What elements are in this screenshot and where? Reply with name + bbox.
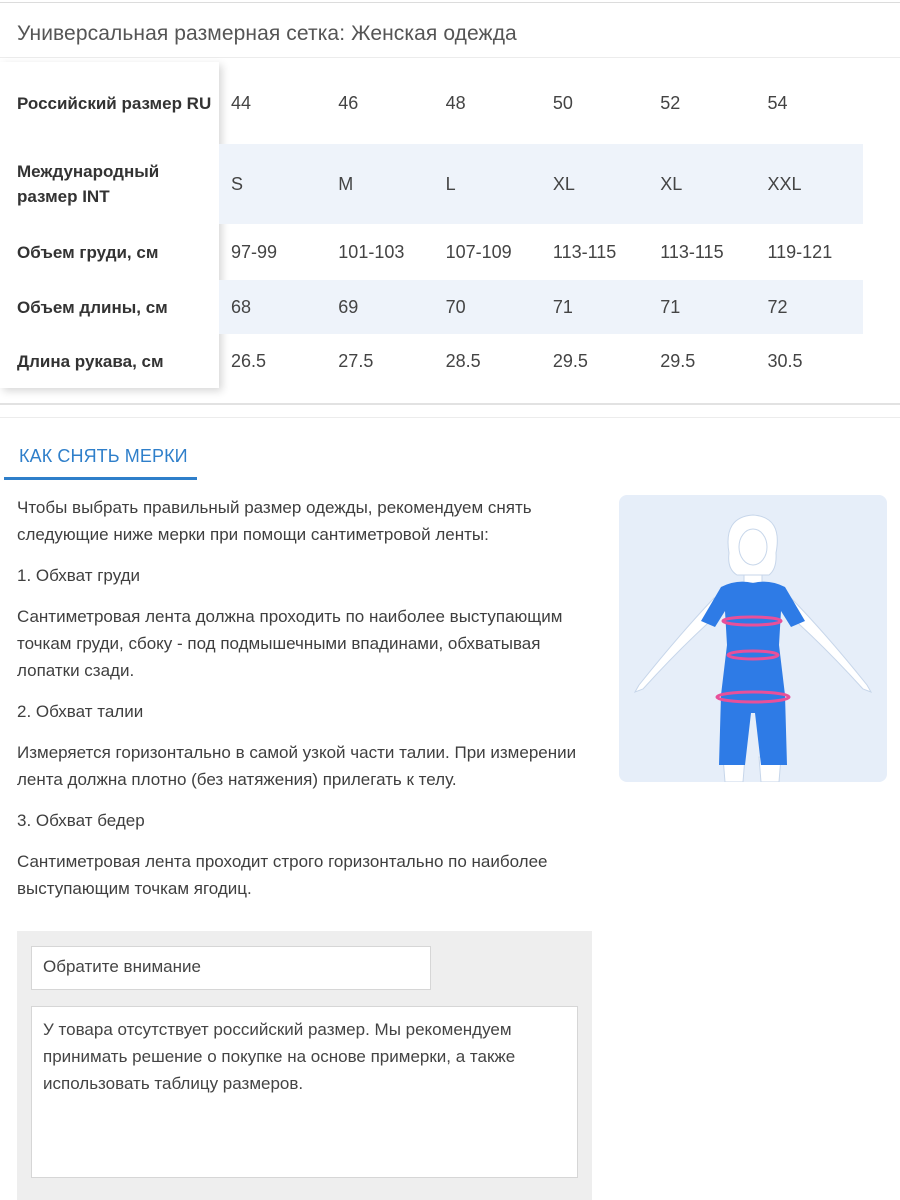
row-label: Длина рукава, см — [0, 334, 219, 388]
step-title: 1. Обхват груди — [17, 566, 141, 585]
table-row-chest — [0, 224, 863, 280]
table-cell: L — [445, 173, 456, 194]
table-cell: XL — [660, 173, 683, 194]
table-cell: 119-121 — [767, 241, 833, 262]
table-cell: 71 — [552, 296, 573, 317]
notice-body: У товара отсутствует российский размер. Мы рекомендуем принимать решение о покупке на основе примерки, а также использовать таблицу размеров. — [31, 1006, 578, 1178]
table-cell: 101-103 — [338, 241, 405, 262]
step-text: Измеряется горизонтально в самой узкой части талии. При измерении лента должна плотно (без натяжения) прилегать к телу. — [17, 743, 577, 789]
table-cell: 27.5 — [338, 350, 374, 371]
measurement-instructions — [17, 494, 607, 902]
table-cell: M — [338, 173, 354, 194]
size-chart-title: Универсальная размерная сетка: Женская одежда — [17, 22, 517, 45]
table-cell: 70 — [445, 296, 466, 317]
top-divider — [0, 2, 900, 3]
table-cell: 69 — [338, 296, 359, 317]
table-cell: 68 — [231, 296, 252, 317]
step-title: 3. Обхват бедер — [17, 811, 145, 830]
table-cell: 30.5 — [767, 350, 803, 371]
row-label: Международный размер INT — [0, 144, 219, 224]
table-cell: 29.5 — [552, 350, 588, 371]
table-cell: 44 — [231, 92, 252, 113]
table-cell: 52 — [660, 92, 681, 113]
table-row-int — [0, 144, 863, 224]
table-cell: 71 — [660, 296, 681, 317]
step-title: 2. Обхват талии — [17, 702, 144, 721]
table-cell: 113-115 — [660, 241, 724, 262]
measurement-figure-card — [619, 495, 887, 782]
step-text: Сантиметровая лента должна проходить по наиболее выступающим точкам груди, сбоку - под подмышечными впадинами, обхватывая лопатки сзади. — [17, 607, 563, 680]
table-cell: 29.5 — [660, 350, 696, 371]
table-cell: 54 — [767, 92, 788, 113]
table-row-sleeve — [0, 334, 863, 388]
row-label: Объем длины, см — [0, 280, 219, 334]
notice-panel — [17, 931, 592, 1200]
title-divider — [0, 57, 900, 58]
table-cell: 28.5 — [445, 350, 481, 371]
table-cell: 97-99 — [231, 241, 278, 262]
table-cell: 50 — [552, 92, 573, 113]
section-divider — [0, 403, 900, 405]
table-cell: 48 — [445, 92, 466, 113]
active-tab-indicator — [4, 477, 197, 480]
table-cell: XL — [552, 173, 575, 194]
row-label: Объем груди, см — [0, 224, 219, 280]
table-cell: XXL — [767, 173, 802, 194]
table-row-ru — [0, 62, 863, 144]
section-divider — [0, 417, 900, 418]
table-row-length — [0, 280, 863, 334]
table-cell: 72 — [767, 296, 788, 317]
notice-heading: Обратите внимание — [31, 946, 431, 990]
intro-text: Чтобы выбрать правильный размер одежды, рекомендуем снять следующие ниже мерки при помощи сантиметровой ленты: — [17, 498, 532, 544]
table-cell: 113-115 — [552, 241, 617, 262]
table-cell: 46 — [338, 92, 359, 113]
size-table — [0, 62, 863, 388]
step-text: Сантиметровая лента проходит строго горизонтально по наиболее выступающим точкам ягодиц. — [17, 852, 548, 898]
woman-measurement-icon — [619, 495, 887, 782]
tab-how-to-measure[interactable]: КАК СНЯТЬ МЕРКИ — [19, 446, 188, 466]
table-cell: S — [231, 173, 244, 194]
table-cell: 26.5 — [231, 350, 267, 371]
row-label: Российский размер RU — [0, 62, 219, 144]
table-cell: 107-109 — [445, 241, 512, 262]
